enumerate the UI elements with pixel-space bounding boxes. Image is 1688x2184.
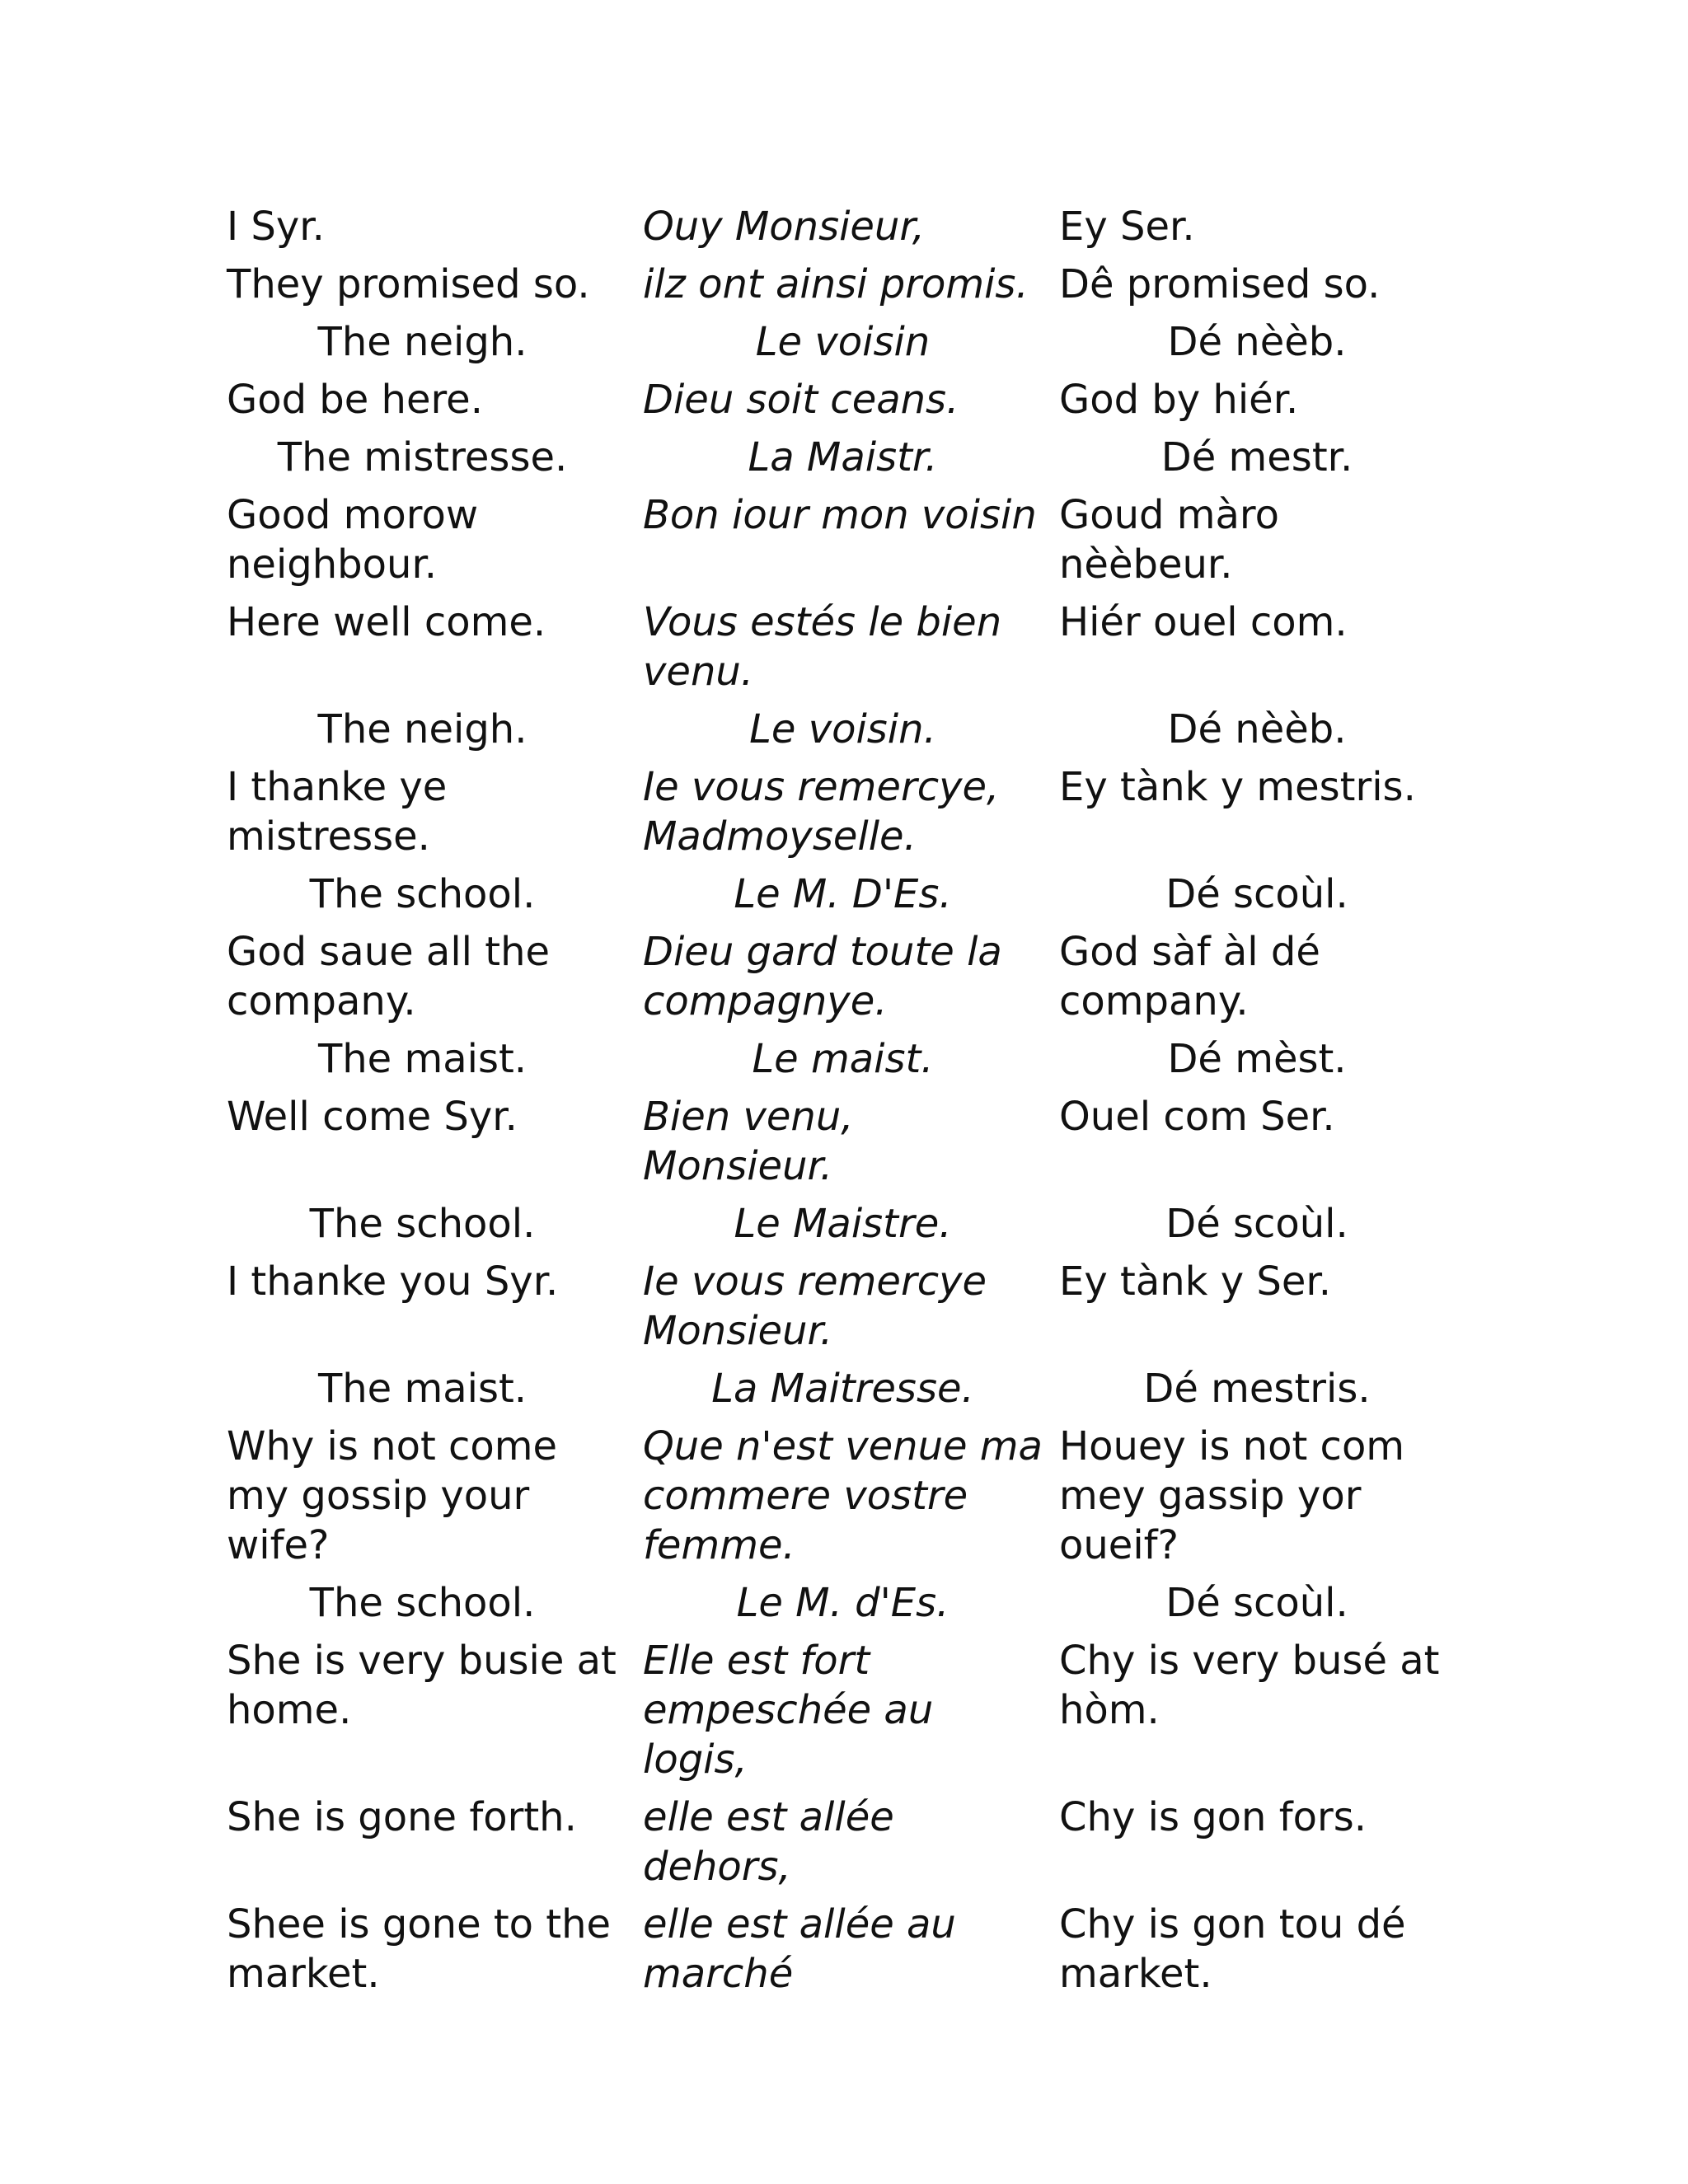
french-text: Que n'est venue ma commere vostre femme.: [643, 1423, 1043, 1568]
french-text: Ie vous remercye, Madmoyselle.: [643, 764, 1000, 860]
phonetic-text: Houey is not com mey gassip yor oueif?: [1059, 1423, 1405, 1568]
phonetic-speaker: Dé scoùl.: [1165, 871, 1348, 917]
phonetic-speaker: Dé mestris.: [1143, 1366, 1371, 1412]
english-text: I Syr.: [227, 204, 325, 250]
french-text: elle est allée au marché: [643, 1901, 956, 1997]
french-text: Ie vous remercye Monsieur.: [643, 1258, 987, 1354]
english-text: Shee is gone to the market.: [227, 1901, 612, 1997]
french-speaker: Le Maistre.: [734, 1201, 952, 1247]
dialogue-line: [227, 762, 1463, 861]
french-speaker: La Maistr.: [748, 434, 938, 480]
french-speaker: La Maitresse.: [711, 1366, 974, 1412]
french-text: Elle est fort empeschée au logis,: [643, 1638, 934, 1783]
english-text: Here well come.: [227, 599, 546, 645]
french-speaker: Le maist.: [752, 1036, 934, 1082]
dialogue-line: [227, 1257, 1463, 1356]
english-speaker: The school.: [309, 1580, 536, 1626]
french-speaker: Le voisin: [755, 319, 931, 365]
phonetic-speaker: Dé nèèb.: [1167, 319, 1347, 365]
speaker-heading: [227, 1578, 1463, 1628]
english-speaker: The neigh.: [317, 319, 528, 365]
english-text: God saue all the company.: [227, 929, 551, 1024]
english-speaker: The school.: [309, 871, 536, 917]
french-text: Bon iour mon voisin: [643, 492, 1037, 538]
dialogue-line: [227, 1900, 1463, 1999]
french-text: Ouy Monsieur,: [643, 204, 925, 250]
phonetic-speaker: Dé scoùl.: [1165, 1580, 1348, 1626]
french-speaker: Le M. d'Es.: [736, 1580, 950, 1626]
speaker-heading: [227, 433, 1463, 482]
speaker-heading: [227, 1034, 1463, 1084]
english-text: She is very busie at home.: [227, 1638, 617, 1733]
phonetic-text: Hiér ouel com.: [1059, 599, 1348, 645]
dialogue-table: [227, 202, 1463, 1999]
english-speaker: The maist.: [317, 1036, 528, 1082]
dialogue-line: [227, 1793, 1463, 1891]
english-text: They promised so.: [227, 261, 590, 307]
dialogue-line: [227, 260, 1463, 309]
english-text: I thanke ye mistresse.: [227, 764, 448, 860]
speaker-heading: [227, 869, 1463, 919]
phonetic-text: Ouel com Ser.: [1059, 1094, 1335, 1140]
phonetic-text: Ey Ser.: [1059, 204, 1195, 250]
dialogue-line: [227, 1092, 1463, 1191]
phonetic-text: Ey tànk y mestris.: [1059, 764, 1416, 810]
phonetic-text: Dê promised so.: [1059, 261, 1381, 307]
french-text: ilz ont ainsi promis.: [643, 261, 1029, 307]
speaker-heading: [227, 1199, 1463, 1249]
french-text: Vous estés le bien venu.: [643, 599, 1002, 695]
speaker-heading: [227, 317, 1463, 367]
english-speaker: The neigh.: [317, 706, 528, 752]
dialogue-line: [227, 927, 1463, 1026]
phonetic-text: God sàf àl dé company.: [1059, 929, 1320, 1024]
french-text: Dieu gard toute la compagnye.: [643, 929, 1002, 1024]
french-speaker: Le M. D'Es.: [734, 871, 952, 917]
phonetic-text: Goud màro nèèbeur.: [1059, 492, 1279, 588]
phonetic-text: Chy is gon fors.: [1059, 1794, 1367, 1840]
phonetic-text: Chy is very busé at hòm.: [1059, 1638, 1440, 1733]
dialogue-line: [227, 598, 1463, 696]
phonetic-text: God by hiér.: [1059, 377, 1299, 423]
french-text: Bien venu, Monsieur.: [643, 1094, 854, 1189]
speaker-heading: [227, 1364, 1463, 1413]
speaker-heading: [227, 705, 1463, 754]
english-text: She is gone forth.: [227, 1794, 577, 1840]
english-text: Well come Syr.: [227, 1094, 518, 1140]
english-speaker: The maist.: [317, 1366, 528, 1412]
phonetic-speaker: Dé scoùl.: [1165, 1201, 1348, 1247]
phonetic-text: Ey tànk y Ser.: [1059, 1258, 1331, 1305]
phonetic-text: Chy is gon tou dé market.: [1059, 1901, 1406, 1997]
french-text: Dieu soit ceans.: [643, 377, 959, 423]
english-speaker: The school.: [309, 1201, 536, 1247]
english-text: God be here.: [227, 377, 483, 423]
dialogue-line: [227, 1636, 1463, 1784]
phonetic-speaker: Dé nèèb.: [1167, 706, 1347, 752]
english-speaker: The mistresse.: [277, 434, 568, 480]
english-text: Why is not come my gossip your wife?: [227, 1423, 558, 1568]
dialogue-line: [227, 490, 1463, 589]
dialogue-line: [227, 202, 1463, 251]
dialogue-line: [227, 375, 1463, 424]
phonetic-speaker: Dé mèst.: [1167, 1036, 1347, 1082]
french-text: elle est allée dehors,: [643, 1794, 894, 1890]
english-text: Good morow neighbour.: [227, 492, 479, 588]
dialogue-line: [227, 1422, 1463, 1570]
french-speaker: Le voisin.: [749, 706, 936, 752]
english-text: I thanke you Syr.: [227, 1258, 559, 1305]
phonetic-speaker: Dé mestr.: [1160, 434, 1353, 480]
